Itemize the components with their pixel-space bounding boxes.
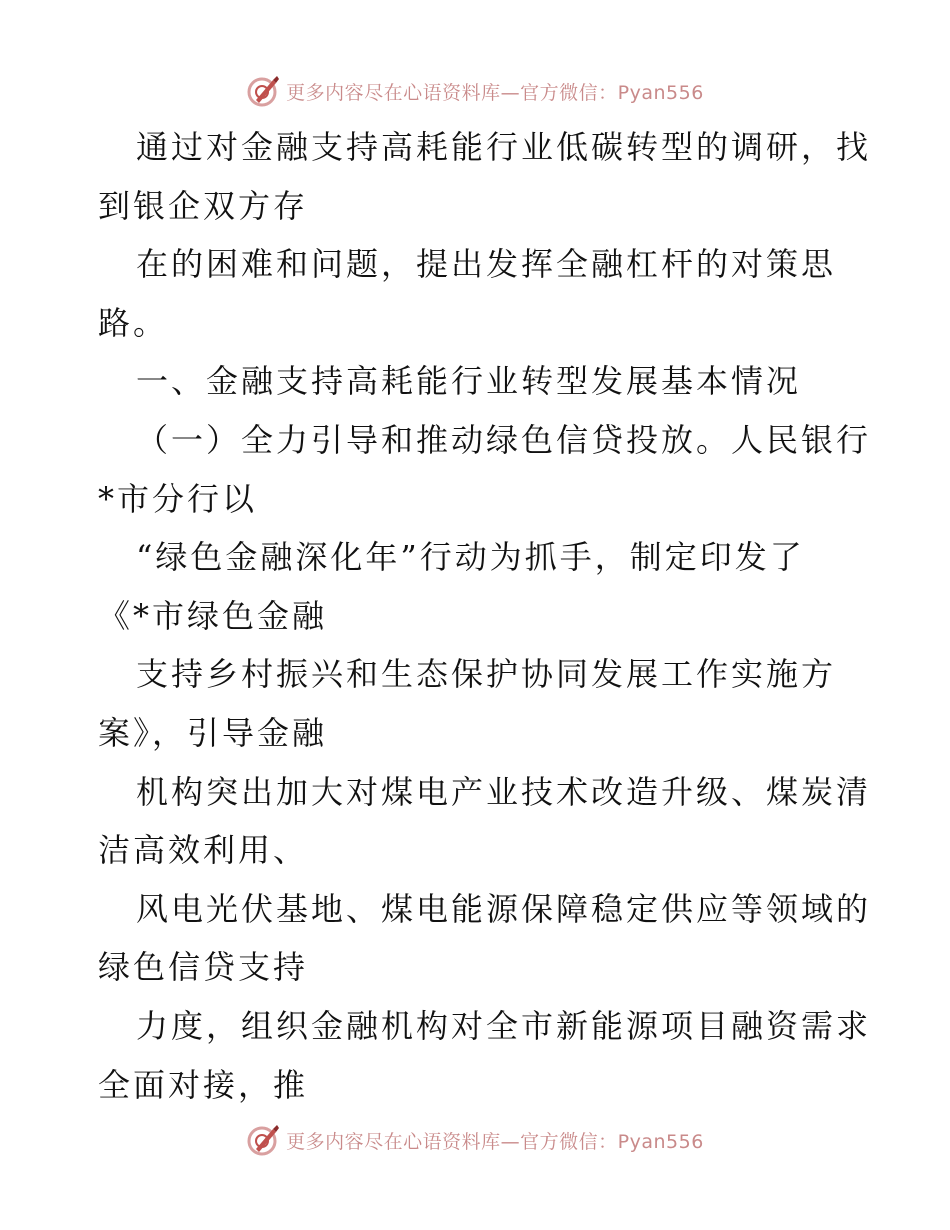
subsection-heading: （一）全力引导和推动绿色信贷投放。人民银行 <box>136 420 872 459</box>
body-line: 通过对金融支持高耗能行业低碳转型的调研，找 <box>136 128 872 166</box>
body-line: 绿色信贷支持 <box>98 948 309 987</box>
body-line: 到银企双方存 <box>98 186 309 225</box>
document-body <box>98 118 872 1114</box>
body-line: “绿色金融深化年”行动为抓手，制定印发了 <box>136 538 805 577</box>
body-line: 机构突出加大对煤电产业技术改造升级、煤炭清 <box>136 772 872 811</box>
body-line: 《*市绿色金融 <box>98 596 328 635</box>
header-banner-text: 更多内容尽在心语资料库—官方微信：Pyan556 <box>286 81 704 104</box>
body-line: 在的困难和问题，提出发挥全融杠杆的对策思 <box>136 245 837 284</box>
body-line: 案》，引导金融 <box>98 713 328 752</box>
body-line: 全面对接，推 <box>98 1065 309 1104</box>
pen-logo-icon <box>246 74 280 108</box>
body-line: 风电光伏基地、煤电能源保障稳定供应等领域的 <box>136 889 872 928</box>
body-line: *市分行以 <box>98 479 258 518</box>
footer-banner <box>0 1120 950 1160</box>
pen-logo-icon <box>246 1123 280 1157</box>
body-line: 支持乡村振兴和生态保护协同发展工作实施方 <box>136 655 837 694</box>
header-banner <box>0 71 950 111</box>
body-line: 洁高效利用、 <box>98 831 309 870</box>
footer-banner-text: 更多内容尽在心语资料库—官方微信：Pyan556 <box>286 1130 704 1153</box>
body-line: 路。 <box>98 303 169 342</box>
section-heading: 一、金融支持高耗能行业转型发展基本情况 <box>136 362 802 401</box>
body-line: 力度，组织金融机构对全市新能源项目融资需求 <box>136 1006 872 1045</box>
